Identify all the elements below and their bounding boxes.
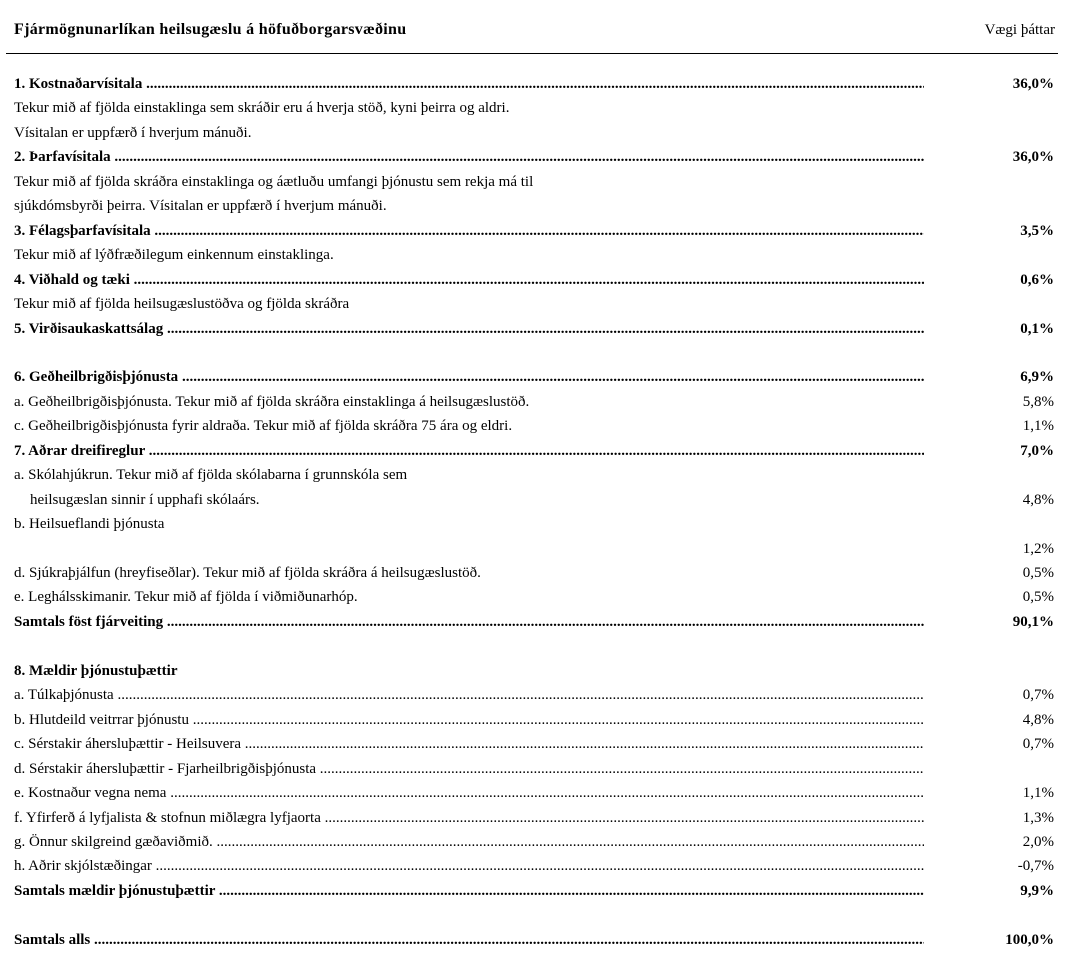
row-weight: 36,0%: [1012, 76, 1054, 92]
row-weight: 1,2%: [1022, 540, 1054, 557]
row-label: g. Önnur skilgreind gæðaviðmið. .....: [14, 830, 924, 854]
row-label: 3. Félagsþarfavísitala .....: [14, 219, 924, 243]
row-label: a. Geðheilbrigðisþjónusta. Tekur mið af fjölda skráðra einstaklinga á heilsugæslustöð.: [14, 393, 530, 410]
row-weight: 2,0%: [1022, 833, 1054, 850]
table-row: [14, 121, 1054, 145]
row-weight: 5,8%: [1022, 393, 1054, 410]
table-row: [14, 292, 1054, 316]
page-title: Fjármögnunarlíkan heilsugæslu á höfuðborgarsvæðinu: [14, 21, 407, 38]
section-row: [14, 145, 1054, 169]
row-weight: 4,8%: [1022, 711, 1054, 728]
row-weight: 0,6%: [1020, 271, 1054, 288]
table-row: [14, 170, 1054, 194]
table-row: [14, 732, 1054, 756]
row-label: a. Skólahjúkrun. Tekur mið af fjölda skólabarna í grunnskóla sem: [14, 467, 408, 484]
section-row: [14, 439, 1054, 463]
section-row: [14, 219, 1054, 243]
section-row: [14, 879, 1054, 903]
section-row: [14, 72, 1054, 96]
row-weight: 1,1%: [1022, 785, 1054, 802]
row-label: f. Yfirferð á lyfjalista & stofnun miðlægra lyfjaorta .....: [14, 806, 924, 830]
row-label: Tekur mið af lýðfræðilegum einkennum einstaklinga.: [14, 247, 334, 264]
row-label: e. Leghálsskimanir. Tekur mið af fjölda í viðmiðunarhóp.: [14, 589, 358, 606]
row-weight: 7,0%: [1020, 442, 1054, 459]
row-label: 7. Aðrar dreifireglur .....: [14, 439, 924, 463]
row-weight: 0,5%: [1022, 565, 1054, 581]
row-weight: 9,9%: [1020, 882, 1054, 899]
table-row: [14, 96, 1054, 120]
table-row: [14, 488, 1054, 512]
row-label: c. Geðheilbrigðisþjónusta fyrir aldraða. Tekur mið af fjölda skráðra 75 ára og eldri.: [14, 418, 513, 435]
row-weight: 6,9%: [1020, 369, 1054, 386]
row-label: c. Sérstakir áhersluþættir - Heilsuvera .....: [14, 732, 924, 756]
row-weight: 100,0%: [1005, 931, 1054, 948]
row-weight: 0,5%: [1022, 589, 1054, 606]
row-label: 2. Þarfavísitala .....: [14, 145, 924, 169]
row-label: Tekur mið af fjölda heilsugæslustöðva og fjölda skráðra: [14, 296, 350, 313]
row-label: b. Hlutdeild veitrrar þjónustu .....: [14, 708, 924, 732]
row-label: heilsugæslan sinnir í upphafi skólaárs.: [30, 491, 260, 508]
section-row: [14, 659, 1054, 683]
table-row: [14, 854, 1054, 878]
section-row: [14, 268, 1054, 292]
table-row: [14, 390, 1054, 414]
row-label: Vísitalan er uppfærð í hverjum mánuði.: [14, 124, 252, 141]
table-row: [14, 243, 1054, 267]
row-weight: 1,3%: [1022, 809, 1054, 826]
table-row: [14, 561, 1054, 585]
table-row: [14, 708, 1054, 732]
row-label: sjúkdómsbyrði þeirra. Vísitalan er uppfærð í hverjum mánuði.: [14, 198, 387, 215]
section-row: [14, 928, 1054, 952]
row-weight: -0,7%: [1017, 858, 1054, 875]
row-label: Samtals föst fjárveiting .....: [14, 610, 924, 634]
table-row: [14, 585, 1054, 609]
row-label: b. Heilsueflandi þjónusta: [14, 516, 165, 533]
row-weight: 0,1%: [1020, 320, 1054, 337]
row-label: a. Túlkaþjónusta .....: [14, 683, 924, 707]
weight-column-header: Vægi þáttar: [984, 22, 1055, 38]
row-label: Samtals alls .....: [14, 928, 924, 952]
table-row: [14, 830, 1054, 854]
table-row: [14, 537, 1054, 561]
table-row: [14, 463, 1054, 487]
row-label: e. Kostnaður vegna nema .....: [14, 781, 924, 805]
table-row: [14, 414, 1054, 438]
row-label: 8. Mældir þjónustuþættir: [14, 662, 178, 679]
row-label: Tekur mið af fjölda einstaklinga sem skráðir eru á hverja stöð, kyni þeirra og aldri.: [14, 100, 510, 117]
row-weight: 1,1%: [1022, 418, 1054, 435]
row-label: Tekur mið af fjölda skráðra einstaklinga og áætluðu umfangi þjónustu sem rekja má til: [14, 173, 534, 190]
row-weight: 3,5%: [1020, 222, 1054, 239]
row-weight: 36,0%: [1012, 149, 1054, 166]
table-row: [14, 781, 1054, 805]
row-label: Samtals mældir þjónustuþættir .....: [14, 879, 924, 903]
row-label: 1. Kostnaðarvísitala .....: [14, 72, 924, 96]
table-row: [14, 806, 1054, 830]
row-label: d. Sjúkraþjálfun (hreyfiseðlar). Tekur mið af fjölda skráðra á heilsugæslustöð.: [14, 565, 481, 581]
row-weight: 90,1%: [1012, 613, 1054, 630]
table-row: [14, 757, 1054, 781]
row-label: 5. Virðisaukaskattsálag .....: [14, 317, 924, 341]
table-row: [14, 683, 1054, 707]
section-row: [14, 365, 1054, 389]
row-label: 6. Geðheilbrigðisþjónusta .....: [14, 365, 924, 389]
row-label: d. Sérstakir áhersluþættir - Fjarheilbrigðisþjónusta .....: [14, 757, 924, 781]
section-row: [14, 610, 1054, 634]
row-weight: 0,7%: [1022, 736, 1054, 753]
table-row: [14, 512, 1054, 536]
row-label: 4. Viðhald og tæki .....: [14, 268, 924, 292]
row-weight: 4,8%: [1022, 491, 1054, 508]
section-row: [14, 317, 1054, 341]
row-label: h. Aðrir skjólstæðingar .....: [14, 854, 924, 878]
row-weight: 0,7%: [1022, 687, 1054, 704]
table-row: [14, 194, 1054, 218]
